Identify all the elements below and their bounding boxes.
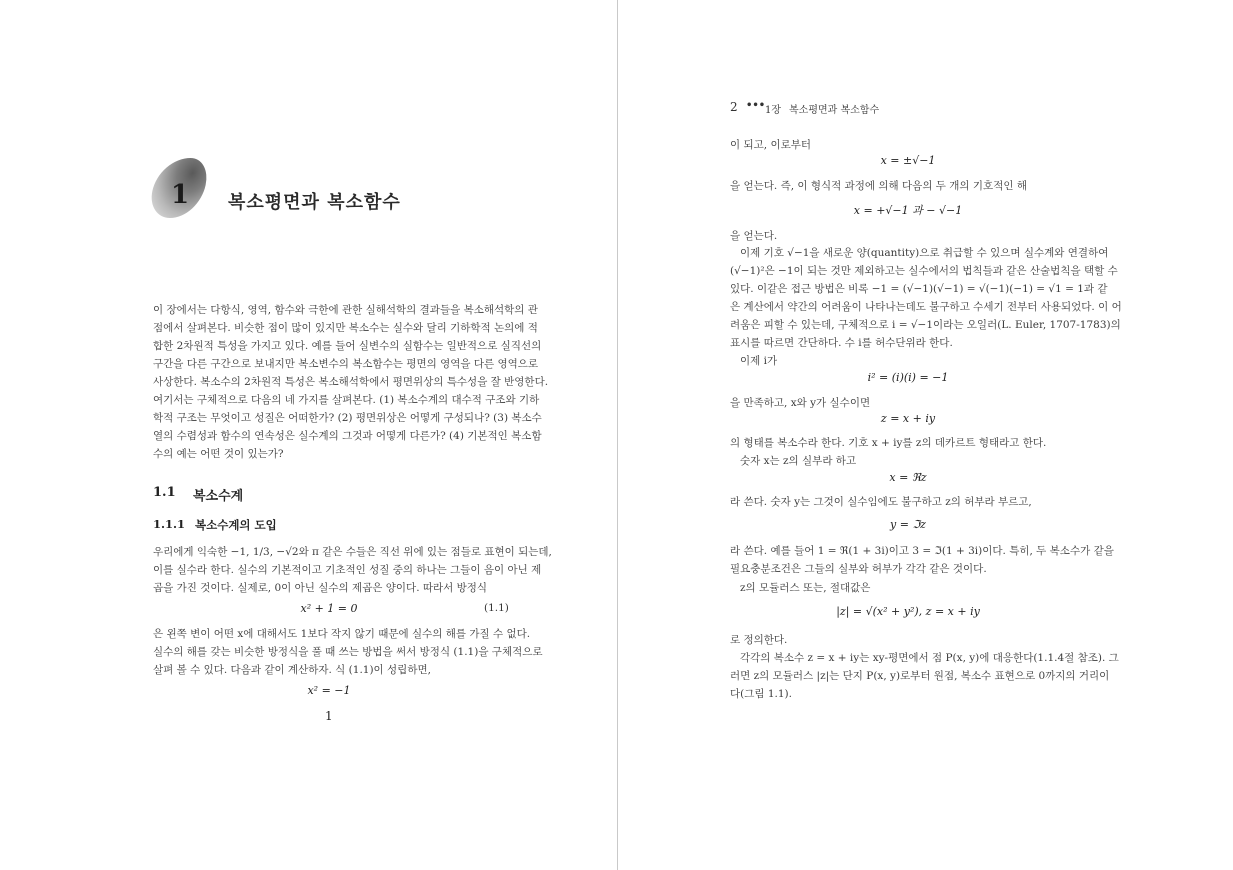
text-line: 각각의 복소수 z = x + iy는 xy-평면에서 점 P(x, y)에 대응한다(1.1.4절 참조). 그 xyxy=(740,652,1119,664)
equation: x² + 1 = 0 xyxy=(300,602,358,615)
subsection-title: 복소수계의 도입 xyxy=(195,518,277,532)
text-line: 을 얻는다. xyxy=(730,230,778,242)
equation: |z| = √(x² + y²), z = x + iy xyxy=(836,605,980,618)
header-chapter: 1장 xyxy=(765,105,782,116)
text-line: 이 되고, 이로부터 xyxy=(730,139,812,151)
equation-number: (1.1) xyxy=(484,602,509,614)
text-line: 있다. 이같은 접근 방법은 비록 −1 = (√−1)(√−1) = √(−1)(−1) = √1 = 1과 같 xyxy=(730,283,1108,295)
page-number: 1 xyxy=(325,709,333,723)
subsection-number: 1.1.1 xyxy=(153,517,186,531)
text-line: 이제 기호 √−1을 새로운 양(quantity)으로 취급할 수 있으며 실수계와 연결하여 xyxy=(740,247,1109,259)
text-line: 라 쓴다. 예를 들어 1 = ℜ(1 + 3i)이고 3 = ℑ(1 + 3i)이다. 특히, 두 복소수가 같을 xyxy=(730,545,1114,557)
text-line: 려움은 피할 수 있는데, 구체적으로 i = √−1이라는 오일러(L. Euler, 1707-1783)의 xyxy=(730,319,1121,331)
text-line: (√−1)²은 −1이 되는 것만 제외하고는 실수에서의 법칙들과 같은 산술법칙을 택할 수 xyxy=(730,265,1118,277)
right-page xyxy=(619,0,1233,870)
text-line: 열의 수렴성과 함수의 연속성은 실수계의 그것과 어떻게 다른가? (4) 기본적인 복소함 xyxy=(153,430,542,442)
text-line: 우리에게 익숙한 −1, 1/3, −√2와 π 같은 수들은 직선 위에 있는 점들로 표현이 되는데, xyxy=(153,546,552,558)
header-title: 복소평면과 복소함수 xyxy=(789,105,880,116)
text-line: 표시를 따르면 간단하다. 수 i를 허수단위라 한다. xyxy=(730,337,953,349)
text-line: 숫자 x는 z의 실부라 하고 xyxy=(740,455,857,467)
equation: x² = −1 xyxy=(307,684,351,697)
section-number: 1.1 xyxy=(153,485,176,500)
text-line: 을 만족하고, x와 y가 실수이면 xyxy=(730,397,871,409)
text-line: 곱을 가진 것이다. 실제로, 0이 아닌 실수의 제곱은 양이다. 따라서 방정식 xyxy=(153,582,488,594)
equation: y = ℑz xyxy=(890,518,926,531)
section-title: 복소수계 xyxy=(193,489,244,504)
text-line: 은 계산에서 약간의 어려움이 나타나는데도 불구하고 수세기 전부터 사용되었다. 이 어 xyxy=(730,301,1122,313)
equation: z = x + iy xyxy=(880,412,936,425)
header-page-number: 2 xyxy=(730,100,738,114)
text-line: 다(그림 1.1). xyxy=(730,688,792,700)
header-dots: ••• xyxy=(746,100,766,111)
text-line: 수의 예는 어떤 것이 있는가? xyxy=(153,448,284,460)
text-line: 필요충분조건은 그들의 실부와 허부가 각각 같은 것이다. xyxy=(730,563,987,575)
text-line: 살펴 볼 수 있다. 다음과 같이 계산하자. 식 (1.1)이 성립하면, xyxy=(153,664,431,676)
text-line: z의 모듈러스 또는, 절대값은 xyxy=(740,582,871,594)
text-line: 점에서 살펴본다. 비슷한 점이 많이 있지만 복소수는 실수와 달리 기하학적 논의에 적 xyxy=(153,322,538,334)
text-line: 을 얻는다. 즉, 이 형식적 과정에 의해 다음의 두 개의 기호적인 해 xyxy=(730,180,1027,192)
chapter-number: 1 xyxy=(171,180,190,210)
text-line: 합한 2차원적 특성을 가지고 있다. 예를 들어 실변수의 실함수는 일반적으로 실직선의 xyxy=(153,340,542,352)
text-line: 이제 i가 xyxy=(740,355,778,367)
text-line: 여기서는 구체적으로 다음의 네 가지를 살펴본다. (1) 복소수계의 대수적 구조와 기하 xyxy=(153,394,540,406)
text-line: 이 장에서는 다항식, 영역, 함수와 극한에 관한 실해석학의 결과들을 복소해석학의 관 xyxy=(153,304,538,316)
equation: x = ℜz xyxy=(889,471,927,484)
text-line: 구간을 다른 구간으로 보내지만 복소변수의 복소함수는 평면의 영역을 다른 영역으로 xyxy=(153,358,539,370)
text-line: 로 정의한다. xyxy=(730,634,788,646)
text-line: 실수의 해를 갖는 비슷한 방정식을 풀 때 쓰는 방법을 써서 방정식 (1.1)을 구체적으로 xyxy=(153,646,543,658)
text-line: 러면 z의 모듈러스 |z|는 단지 P(x, y)로부터 원점, 복소수 표현으로 0까지의 거리이 xyxy=(730,670,1110,682)
text-line: 은 왼쪽 변이 어떤 x에 대해서도 1보다 작지 않기 때문에 실수의 해를 가질 수 없다. xyxy=(153,628,531,640)
equation: x = +√−1 과 − √−1 xyxy=(853,204,963,217)
text-line: 이를 실수라 한다. 실수의 기본적이고 기초적인 성질 중의 하나는 그들이 음이 아닌 제 xyxy=(153,564,542,576)
chapter-title: 복소평면과 복소함수 xyxy=(228,192,401,213)
text-line: 의 형태를 복소수라 한다. 기호 x + iy를 z의 데카르트 형태라고 한다. xyxy=(730,437,1047,449)
equation: x = ±√−1 xyxy=(880,154,936,167)
text-line: 라 쓴다. 숫자 y는 그것이 실수임에도 불구하고 z의 허부라 부르고, xyxy=(730,496,1032,508)
equation: i² = (i)(i) = −1 xyxy=(867,371,949,384)
text-line: 사상한다. 복소수의 2차원적 특성은 복소해석학에서 평면위상의 특수성을 잘 반영한다. xyxy=(153,376,549,388)
text-line: 학적 구조는 무엇이고 성질은 어떠한가? (2) 평면위상은 어떻게 구성되나? (3) 복소수 xyxy=(153,412,542,424)
